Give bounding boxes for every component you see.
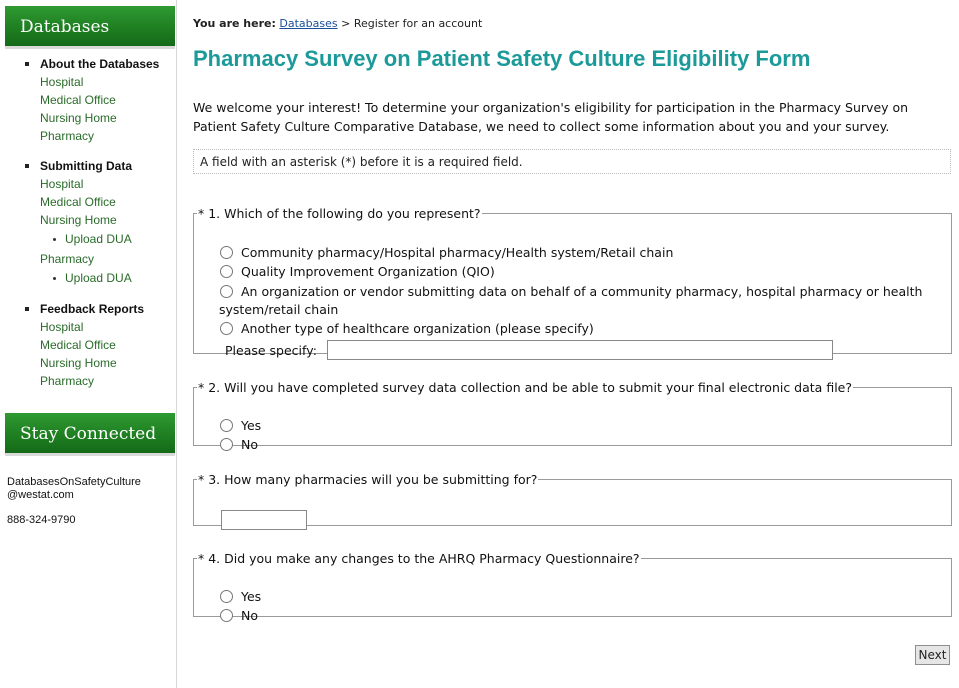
q1-option-3-continued: system/retail chain [219, 302, 339, 317]
q4-option-yes[interactable] [220, 588, 261, 606]
bullet-icon [53, 238, 56, 241]
q4-option-no[interactable] [220, 607, 258, 625]
radio-button[interactable] [220, 265, 233, 278]
sidebar-item-feedback-nursing-home[interactable]: Nursing Home [40, 356, 117, 370]
intro-text: We welcome your interest! To determine your organization's eligibility for participation in the Pharmacy Survey on Patient Safety Culture Comparative Database, we need to collect some information about you and your survey. [193, 100, 909, 134]
breadcrumb-prefix: You are here: [193, 17, 276, 30]
option-label: No [241, 437, 258, 452]
page-title: Pharmacy Survey on Patient Safety Culture Eligibility Form [193, 46, 811, 71]
question-2-legend: * 2. Will you have completed survey data collection and be able to submit your final electronic data file? [198, 380, 852, 395]
specify-label: Please specify: [225, 343, 317, 358]
option-label: Yes [241, 589, 262, 604]
email-line[interactable]: @westat.com [7, 489, 74, 501]
contact-email[interactable] [7, 476, 141, 502]
nav-section-title: Submitting Data [40, 159, 132, 173]
breadcrumb [193, 17, 482, 30]
radio-button[interactable] [220, 419, 233, 432]
radio-button[interactable] [220, 285, 233, 298]
nav-section-feedback [0, 301, 177, 390]
q2-option-yes[interactable] [220, 417, 261, 435]
option-label: Another type of healthcare organization (please specify) [241, 321, 594, 336]
upload-dua-link[interactable]: Upload DUA [65, 271, 132, 285]
bullet-icon [25, 164, 29, 168]
sidebar-item-submit-hospital[interactable]: Hospital [40, 177, 84, 191]
question-4-legend: * 4. Did you make any changes to the AHRQ Pharmacy Questionnaire? [198, 551, 640, 566]
sidebar-item-submit-medical-office[interactable]: Medical Office [40, 195, 116, 209]
sidebar-item-about-medical-office[interactable]: Medical Office [40, 93, 116, 107]
nav-section-submitting [0, 158, 177, 288]
radio-button[interactable] [220, 590, 233, 603]
sidebar-item-nursing-upload-dua[interactable] [40, 229, 177, 249]
radio-button[interactable] [220, 322, 233, 335]
question-1 [193, 206, 952, 358]
radio-button[interactable] [220, 246, 233, 259]
q1-option-2[interactable] [220, 263, 495, 281]
option-label: Yes [241, 418, 262, 433]
q1-option-4[interactable] [220, 320, 594, 338]
nav-section-about [0, 56, 177, 145]
upload-dua-link[interactable]: Upload DUA [65, 232, 132, 246]
next-button[interactable]: Next [915, 645, 950, 665]
question-3 [193, 472, 952, 526]
option-label: No [241, 608, 258, 623]
q1-option-1[interactable] [220, 244, 673, 262]
stay-connected-header: Stay Connected [5, 413, 175, 456]
option-label: Quality Improvement Organization (QIO) [241, 264, 495, 279]
question-3-legend: * 3. How many pharmacies will you be submitting for? [198, 472, 538, 487]
sidebar-item-feedback-hospital[interactable]: Hospital [40, 320, 84, 334]
sidebar-item-feedback-medical-office[interactable]: Medical Office [40, 338, 116, 352]
bullet-icon [25, 62, 29, 66]
pharmacy-count-input[interactable] [221, 510, 307, 530]
breadcrumb-link-databases[interactable]: Databases [279, 17, 338, 30]
sidebar-item-about-hospital[interactable]: Hospital [40, 75, 84, 89]
email-line[interactable]: DatabasesOnSafetyCulture [7, 476, 141, 488]
bullet-icon [53, 277, 56, 280]
databases-header: Databases [5, 6, 175, 49]
question-4 [193, 551, 952, 623]
q2-option-no[interactable] [220, 436, 258, 454]
q1-option-3[interactable] [220, 283, 922, 301]
sidebar-item-pharmacy-upload-dua[interactable] [40, 268, 177, 288]
breadcrumb-current: Register for an account [353, 17, 483, 30]
sidebar-nav [0, 56, 177, 390]
breadcrumb-separator: > [341, 17, 351, 30]
question-1-legend: * 1. Which of the following do you represent? [198, 206, 481, 221]
sidebar-item-about-pharmacy[interactable]: Pharmacy [40, 129, 95, 143]
sidebar-item-submit-nursing-home[interactable]: Nursing Home [40, 213, 117, 227]
option-label: Community pharmacy/Hospital pharmacy/Health system/Retail chain [241, 245, 674, 260]
radio-button[interactable] [220, 438, 233, 451]
option-label: An organization or vendor submitting data on behalf of a community pharmacy, hospital pharmacy or health [241, 284, 923, 299]
sidebar-item-feedback-pharmacy[interactable]: Pharmacy [40, 374, 95, 388]
nav-section-title: Feedback Reports [40, 302, 145, 316]
contact-phone: 888-324-9790 [7, 514, 76, 526]
bullet-icon [25, 307, 29, 311]
sidebar-item-submit-pharmacy[interactable]: Pharmacy [40, 252, 95, 266]
sidebar-item-about-nursing-home[interactable]: Nursing Home [40, 111, 117, 125]
nav-section-title: About the Databases [40, 57, 160, 71]
specify-input[interactable] [327, 340, 833, 360]
sidebar [0, 0, 177, 688]
question-2 [193, 380, 952, 452]
radio-button[interactable] [220, 609, 233, 622]
required-note: A field with an asterisk (*) before it is a required field. [193, 149, 951, 174]
